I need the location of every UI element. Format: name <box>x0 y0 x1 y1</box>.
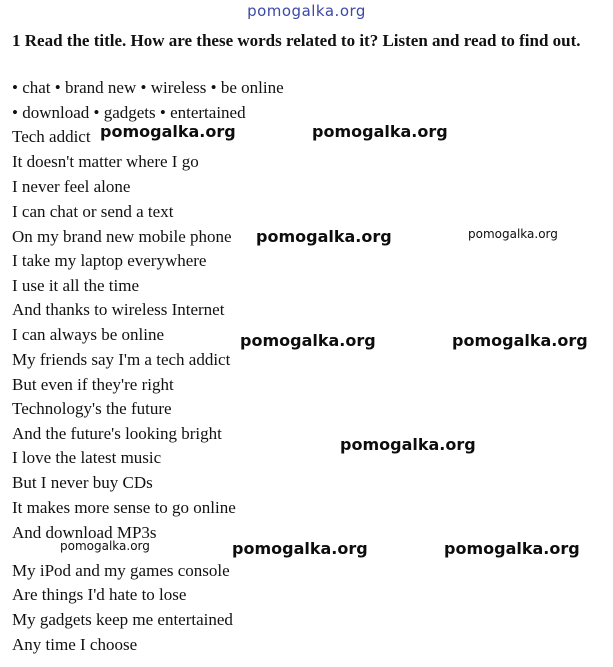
watermark: pomogalka.org <box>452 331 588 350</box>
poem-line: My friends say I'm a tech addict <box>12 350 231 369</box>
poem-line: It makes more sense to go online <box>12 498 236 517</box>
watermark: pomogalka.org <box>256 227 392 246</box>
poem-line: I use it all the time <box>12 276 139 295</box>
poem-line: I can chat or send a text <box>12 202 174 221</box>
poem-line: And the future's looking bright <box>12 424 222 443</box>
poem-line: My gadgets keep me entertained <box>12 610 233 629</box>
poem-line: And thanks to wireless Internet <box>12 300 225 319</box>
watermark: pomogalka.org <box>232 539 368 558</box>
word-list-row-2: • download • gadgets • entertained <box>12 103 246 122</box>
poem-line: On my brand new mobile phone <box>12 227 232 246</box>
word-list-row-1: • chat • brand new • wireless • be online <box>12 78 284 97</box>
poem-line: My iPod and my games console <box>12 561 230 580</box>
poem-line: But I never buy CDs <box>12 473 153 492</box>
watermark: pomogalka.org <box>444 539 580 558</box>
task-heading: 1 Read the title. How are these words related to it? Listen and read to find out. <box>12 31 581 50</box>
watermark: pomogalka.org <box>340 435 476 454</box>
site-header: pomogalka.org <box>247 2 366 20</box>
poem-line: And download MP3s <box>12 523 157 542</box>
poem-line: But even if they're right <box>12 375 174 394</box>
watermark: pomogalka.org <box>60 539 150 553</box>
poem-title: Tech addict <box>12 127 91 146</box>
poem-line: I never feel alone <box>12 177 131 196</box>
poem-line: It doesn't matter where I go <box>12 152 199 171</box>
watermark: pomogalka.org <box>312 122 448 141</box>
watermark: pomogalka.org <box>468 227 558 241</box>
poem-line: I take my laptop everywhere <box>12 251 207 270</box>
poem-line: Technology's the future <box>12 399 172 418</box>
watermark: pomogalka.org <box>240 331 376 350</box>
poem-line: Are things I'd hate to lose <box>12 585 187 604</box>
poem-line: I can always be online <box>12 325 164 344</box>
watermark: pomogalka.org <box>100 122 236 141</box>
poem-line: Any time I choose <box>12 635 138 654</box>
poem-line: I love the latest music <box>12 448 162 467</box>
